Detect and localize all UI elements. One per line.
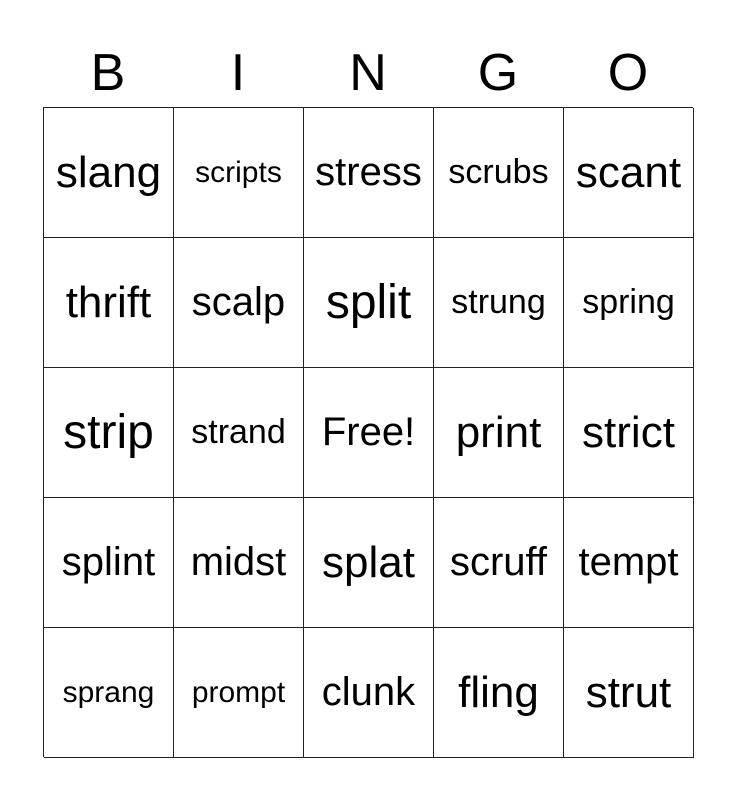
bingo-cell[interactable]: scant	[564, 108, 694, 238]
bingo-cell[interactable]: scripts	[174, 108, 304, 238]
header-letter-g: G	[477, 44, 519, 102]
free-space-cell[interactable]: Free!	[304, 368, 434, 498]
header-letter-o: O	[607, 44, 649, 102]
bingo-cell[interactable]: scalp	[174, 238, 304, 368]
bingo-cell[interactable]: prompt	[174, 628, 304, 758]
bingo-cell[interactable]: fling	[434, 628, 564, 758]
header-letter-n: N	[349, 44, 387, 102]
bingo-cell[interactable]: splat	[304, 498, 434, 628]
bingo-cell[interactable]: strict	[564, 368, 694, 498]
bingo-cell[interactable]: scrubs	[434, 108, 564, 238]
header-letter-i: I	[230, 44, 246, 102]
bingo-board	[43, 107, 693, 757]
bingo-cell[interactable]: strung	[434, 238, 564, 368]
bingo-cell[interactable]: print	[434, 368, 564, 498]
bingo-cell[interactable]: tempt	[564, 498, 694, 628]
bingo-cell[interactable]: scruff	[434, 498, 564, 628]
bingo-cell[interactable]: midst	[174, 498, 304, 628]
bingo-cell[interactable]: strut	[564, 628, 694, 758]
bingo-cell[interactable]: thrift	[44, 238, 174, 368]
bingo-cell[interactable]: strand	[174, 368, 304, 498]
bingo-cell[interactable]: splint	[44, 498, 174, 628]
bingo-cell[interactable]: sprang	[44, 628, 174, 758]
bingo-cell[interactable]: clunk	[304, 628, 434, 758]
bingo-cell[interactable]: slang	[44, 108, 174, 238]
bingo-cell[interactable]: split	[304, 238, 434, 368]
header-letter-b: B	[90, 44, 126, 102]
bingo-cell[interactable]: stress	[304, 108, 434, 238]
bingo-cell[interactable]: strip	[44, 368, 174, 498]
bingo-header	[43, 40, 693, 106]
bingo-cell[interactable]: spring	[564, 238, 694, 368]
